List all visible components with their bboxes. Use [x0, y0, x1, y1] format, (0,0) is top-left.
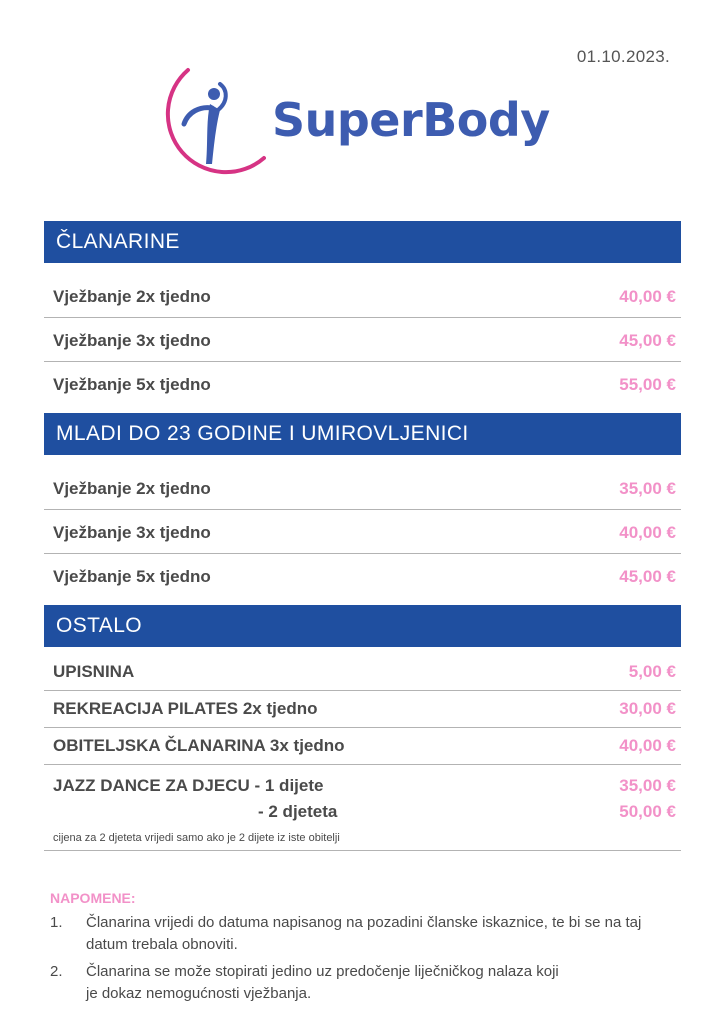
row-price: 40,00 € [619, 523, 676, 542]
brand-name: SuperBody [272, 93, 550, 147]
row-label: Vježbanje 5x tjedno [53, 375, 211, 394]
price-row [44, 510, 681, 554]
note-text: Članarina vrijedi do datuma napisanog na pozadini članske iskaznice, te bi se na taj datum trebala obnoviti. [86, 914, 642, 953]
row-price: 40,00 € [619, 287, 676, 306]
row-price: 35,00 € [619, 479, 676, 498]
row-price: 30,00 € [619, 699, 676, 718]
jazz-label-one-child: JAZZ DANCE ZA DJECU - 1 dijete [53, 776, 324, 795]
superbody-logo [148, 64, 588, 188]
price-row [44, 554, 681, 598]
row-price: 40,00 € [619, 736, 676, 755]
row-label: Vježbanje 2x tjedno [53, 287, 211, 306]
jazz-dance-row [44, 765, 681, 851]
row-label: Vježbanje 2x tjedno [53, 479, 211, 498]
row-price: 45,00 € [619, 567, 676, 586]
row-price: 55,00 € [619, 375, 676, 394]
document-date: 01.10.2023. [576, 47, 670, 66]
price-row [44, 274, 681, 318]
price-row [44, 362, 681, 406]
price-row [44, 728, 681, 765]
jazz-footnote: cijena za 2 djeteta vrijedi samo ako je 2 dijete iz iste obitelji [53, 832, 340, 844]
note-number: 2. [50, 963, 63, 980]
section-header-ostalo: OSTALO [44, 605, 681, 647]
row-label: REKREACIJA PILATES 2x tjedno [53, 699, 318, 718]
note-text: Članarina se može stopirati jedino uz predočenje liječničkog nalaza koji je dokaz nemogućnosti vježbanja. [86, 963, 559, 1002]
price-row [44, 691, 681, 728]
jazz-label-two-children: - 2 djeteta [258, 802, 338, 821]
jazz-price-two-children: 50,00 € [619, 802, 676, 821]
price-row [44, 466, 681, 510]
section-header-mladi: MLADI DO 23 GODINE I UMIROVLJENICI [44, 413, 681, 455]
row-label: Vježbanje 3x tjedno [53, 331, 211, 350]
row-price: 45,00 € [619, 331, 676, 350]
price-row [44, 318, 681, 362]
row-price: 5,00 € [628, 662, 676, 681]
row-label: Vježbanje 3x tjedno [53, 523, 211, 542]
price-row [44, 654, 681, 691]
note-number: 1. [50, 914, 63, 931]
jazz-price-one-child: 35,00 € [619, 776, 676, 795]
section-header-clanarine: ČLANARINE [44, 221, 681, 263]
row-label: OBITELJSKA ČLANARINA 3x tjedno [53, 736, 345, 755]
notes-title: NAPOMENE: [50, 890, 136, 906]
row-label: Vježbanje 5x tjedno [53, 567, 211, 586]
gymnast-logo-icon [148, 64, 266, 188]
row-label: UPISNINA [53, 662, 135, 681]
